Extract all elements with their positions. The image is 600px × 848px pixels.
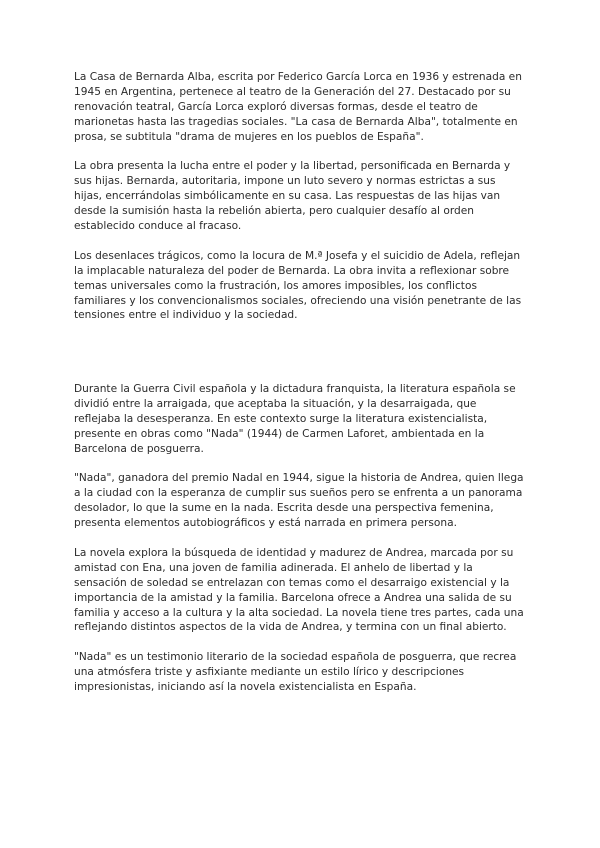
paragraph-testimonio: "Nada" es un testimonio literario de la sociedad española de posguerra, que recrea una atmósfera triste y asfixiante mediante un estilo lírico y descripciones impresionistas, iniciando así la novela existencialista en España. <box>74 651 517 694</box>
paragraph-desenlaces: Los desenlaces trágicos, como la locura de M.ª Josefa y el suicidio de Adela, reflejan la implacable naturaleza del poder de Bernarda. La obra invita a reflexionar sobre temas universales como la frustración, los amores imposibles, los conflictos familiares y los convencionalismos sociales, ofreciendo una visión penetrante de las tensiones entre el individuo y la sociedad. <box>74 249 522 322</box>
paragraph-contexto-posguerra: Durante la Guerra Civil española y la dictadura franquista, la literatura española se dividió entre la arraigada, que aceptaba la situación, y la desarraigada, que reflejaba la desesperanza. En este contexto surge la literatura existencialista, presente en obras como "Nada" (1944) de Carmen Laforet, ambientada en la Barcelona de posguerra. <box>74 383 516 455</box>
paragraph-nada-resumen: "Nada", ganadora del premio Nadal en 1944, sigue la historia de Andrea, quien llega a la ciudad con la esperanza de cumplir sus sueños pero se enfrenta a un panorama desolador, lo que la sume en la nada. Escrita desde una perspectiva femenina, presenta elementos autobiográficos y está narrada en primera persona. <box>74 472 524 530</box>
section-bernarda-alba <box>74 70 526 338</box>
paragraph-poder-libertad: La obra presenta la lucha entre el poder y la libertad, personificada en Bernarda y sus hijas. Bernarda, autoritaria, impone un luto severo y normas estrictas a sus hijas, encerrándolas simbólicamente en su casa. Las respuestas de las hijas van desde la sumisión hasta la rebelión abierta, pero cualquier desafío al orden establecido conduce al fracaso. <box>74 160 511 233</box>
section-nada <box>74 382 526 710</box>
paragraph-intro-bernarda-alba: La Casa de Bernarda Alba, escrita por Federico García Lorca en 1936 y estrenada en 1945 en Argentina, pertenece al teatro de la Generación del 27. Destacado por su renovación teatral, García Lorca exploró diversas formas, desde el teatro de marionetas hasta las tragedias sociales. "La casa de Bernarda Alba", totalmente en prosa, se subtitula "drama de mujeres en los pueblos de España". <box>74 71 522 143</box>
paragraph-identidad-andrea: La novela explora la búsqueda de identidad y madurez de Andrea, marcada por su amistad con Ena, una joven de familia adinerada. El anhelo de libertad y la sensación de soledad se entrelazan con temas como el desarraigo existencial y la importancia de la amistad y la familia. Barcelona ofrece a Andrea una salida de su familia y acceso a la cultura y la alta sociedad. La novela tiene tres partes, cada una reflejando distintos aspectos de la vida de Andrea, y termina con un final abierto. <box>74 546 524 634</box>
